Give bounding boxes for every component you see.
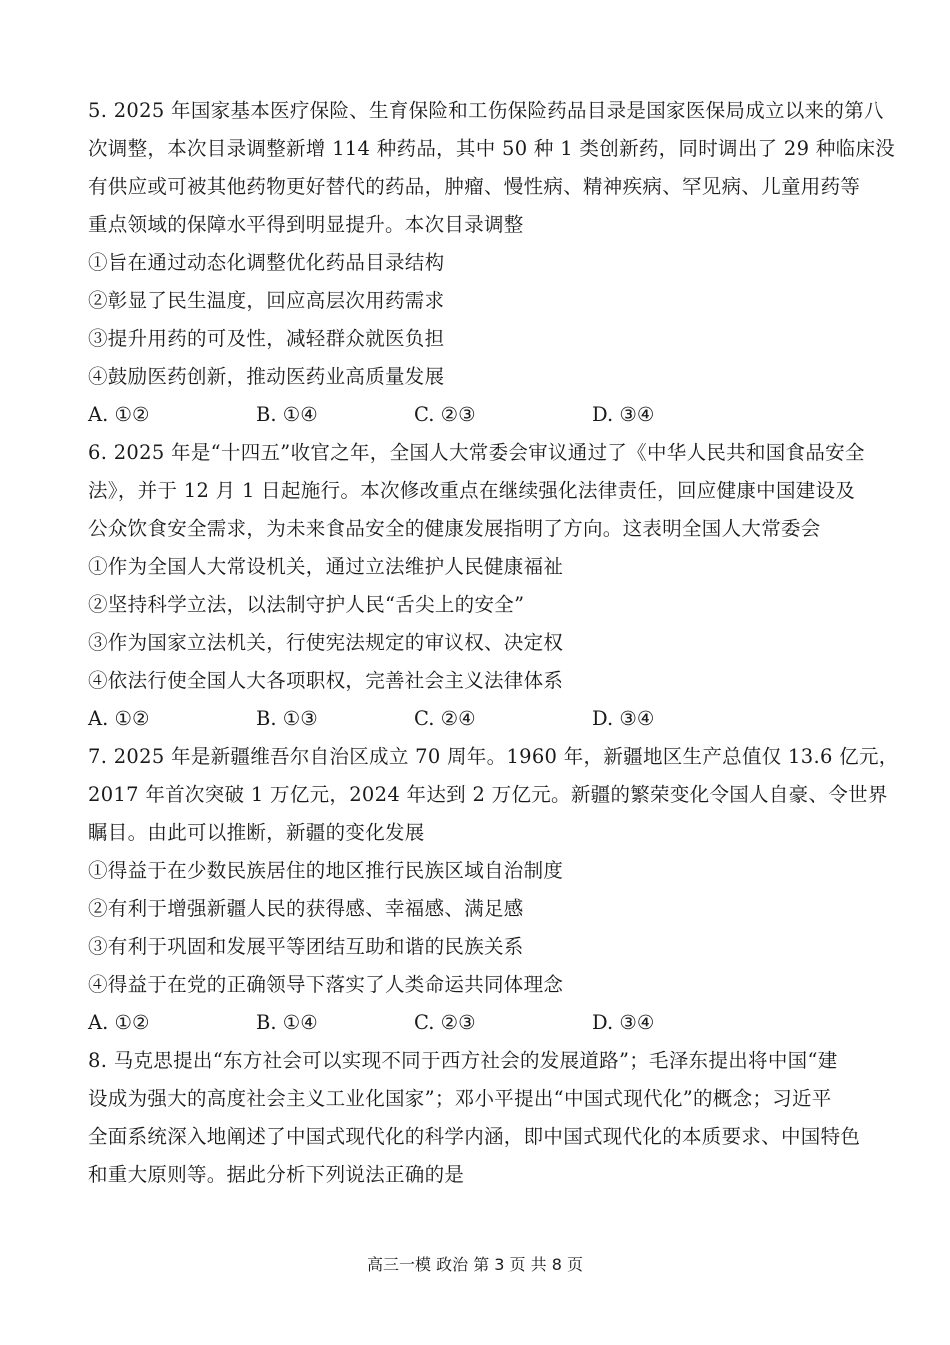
statement-item: ①旨在通过动态化调整优化药品目录结构: [88, 251, 445, 274]
question-stem-line: 公众饮食安全需求，为未来食品安全的健康发展指明了方向。这表明全国人大常委会: [88, 517, 821, 540]
option-b[interactable]: B. ①④: [256, 1011, 318, 1034]
option-b[interactable]: B. ①③: [256, 707, 318, 730]
statement-item: ④依法行使全国人大各项职权，完善社会主义法律体系: [88, 669, 564, 692]
question-stem-line: 设成为强大的高度社会主义工业化国家”；邓小平提出“中国式现代化”的概念；习近平: [88, 1087, 832, 1110]
statement-item: ①作为全国人大常设机关，通过立法维护人民健康福祉: [88, 555, 564, 578]
question-stem-line: 7. 2025 年是新疆维吾尔自治区成立 70 周年。1960 年，新疆地区生产总值仅 13.6 亿元，: [88, 745, 899, 768]
question-stem-line: 8. 马克思提出“东方社会可以实现不同于西方社会的发展道路”；毛泽东提出将中国“建: [88, 1049, 838, 1072]
page-footer: 高三一模 政治 第 3 页 共 8 页: [367, 1255, 583, 1274]
option-c[interactable]: C. ②④: [414, 707, 476, 730]
statement-item: ③有利于巩固和发展平等团结互助和谐的民族关系: [88, 935, 524, 958]
option-a[interactable]: A. ①②: [88, 707, 150, 730]
question-6: [88, 434, 863, 738]
question-stem-line: 全面系统深入地阐述了中国式现代化的科学内涵，即中国式现代化的本质要求、中国特色: [88, 1125, 861, 1148]
option-d[interactable]: D. ③④: [592, 707, 655, 730]
option-d[interactable]: D. ③④: [592, 1011, 655, 1034]
question-stem-line: 瞩目。由此可以推断，新疆的变化发展: [88, 821, 425, 844]
option-d[interactable]: D. ③④: [592, 403, 655, 426]
statement-item: ④得益于在党的正确领导下落实了人类命运共同体理念: [88, 973, 564, 996]
question-stem-line: 2017 年首次突破 1 万亿元，2024 年达到 2 万亿元。新疆的繁荣变化令国人自豪、令世界: [88, 783, 888, 806]
option-c[interactable]: C. ②③: [414, 403, 476, 426]
statement-item: ②坚持科学立法，以法制守护人民“舌尖上的安全”: [88, 593, 525, 616]
questions-area: [88, 92, 899, 1194]
answer-options: [88, 1004, 863, 1042]
statement-item: ②有利于增强新疆人民的获得感、幸福感、满足感: [88, 897, 524, 920]
option-a[interactable]: A. ①②: [88, 403, 150, 426]
statement-item: ③作为国家立法机关，行使宪法规定的审议权、决定权: [88, 631, 564, 654]
answer-options: [88, 396, 863, 434]
option-c[interactable]: C. ②③: [414, 1011, 476, 1034]
question-5: [88, 92, 896, 434]
question-stem-line: 重点领域的保障水平得到明显提升。本次目录调整: [88, 213, 524, 236]
option-b[interactable]: B. ①④: [256, 403, 318, 426]
question-stem-line: 次调整，本次目录调整新增 114 种药品，其中 50 种 1 类创新药，同时调出了 29 种临床没: [88, 137, 896, 160]
option-a[interactable]: A. ①②: [88, 1011, 150, 1034]
statement-item: ④鼓励医药创新，推动医药业高质量发展: [88, 365, 445, 388]
question-stem-line: 5. 2025 年国家基本医疗保险、生育保险和工伤保险药品目录是国家医保局成立以来的第八: [88, 99, 884, 122]
question-stem-line: 有供应或可被其他药物更好替代的药品，肿瘤、慢性病、精神疾病、罕见病、儿童用药等: [88, 175, 861, 198]
statement-item: ②彰显了民生温度，回应高层次用药需求: [88, 289, 445, 312]
question-7: [88, 738, 899, 1042]
question-8: [88, 1042, 863, 1194]
question-stem-line: 6. 2025 年是“十四五”收官之年，全国人大常委会审议通过了《中华人民共和国食品安全: [88, 441, 865, 464]
statement-item: ①得益于在少数民族居住的地区推行民族区域自治制度: [88, 859, 564, 882]
statement-item: ③提升用药的可及性，减轻群众就医负担: [88, 327, 445, 350]
question-stem-line: 法》，并于 12 月 1 日起施行。本次修改重点在继续强化法律责任，回应健康中国建设及: [88, 479, 856, 502]
question-stem-line: 和重大原则等。据此分析下列说法正确的是: [88, 1163, 465, 1186]
answer-options: [88, 700, 863, 738]
